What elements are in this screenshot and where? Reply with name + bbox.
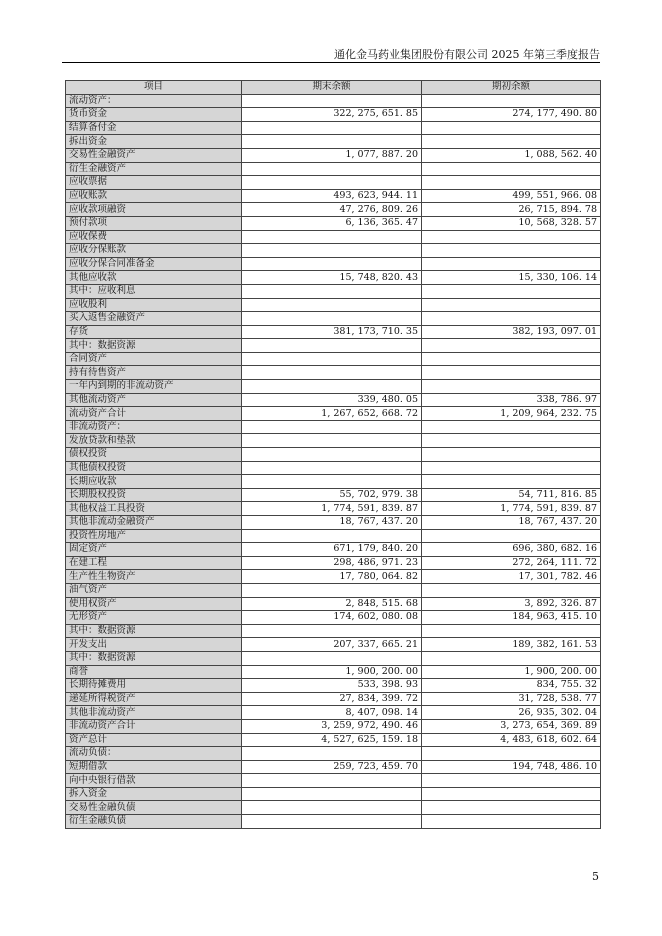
row-label: 其中：数据资源: [66, 624, 242, 638]
period-end-value: [242, 366, 422, 380]
period-end-value: 339, 480. 05: [242, 393, 422, 407]
page-header: 通化金马药业集团股份有限公司 2025 年第三季度报告: [334, 48, 600, 61]
period-begin-value: [422, 529, 601, 543]
row-label: 交易性金融负债: [66, 801, 242, 815]
period-begin-value: [422, 312, 601, 326]
table-row: [66, 339, 601, 353]
row-label: 发放贷款和垫款: [66, 434, 242, 448]
period-begin-value: 1, 774, 591, 839. 87: [422, 502, 601, 516]
period-end-value: 1, 267, 652, 668. 72: [242, 407, 422, 421]
table-row: [66, 189, 601, 203]
period-end-value: [242, 121, 422, 135]
row-label: 资产总计: [66, 733, 242, 747]
period-begin-value: [422, 434, 601, 448]
period-begin-value: 696, 380, 682. 16: [422, 543, 601, 557]
balance-sheet-table: [65, 80, 601, 829]
row-label: 生产性生物资产: [66, 570, 242, 584]
period-begin-value: 3, 273, 654, 369. 89: [422, 719, 601, 733]
row-label: 其他流动资产: [66, 393, 242, 407]
period-end-value: 17, 780, 064. 82: [242, 570, 422, 584]
table-row: [66, 325, 601, 339]
table-row: [66, 706, 601, 720]
row-label: 长期待摊费用: [66, 679, 242, 693]
period-begin-value: [422, 651, 601, 665]
period-end-value: 3, 259, 972, 490. 46: [242, 719, 422, 733]
period-end-value: 1, 900, 200. 00: [242, 665, 422, 679]
period-begin-value: [422, 244, 601, 258]
period-end-value: 493, 623, 944. 11: [242, 189, 422, 203]
period-end-value: 8, 407, 098. 14: [242, 706, 422, 720]
column-header-item: 项目: [66, 81, 242, 95]
row-label: 流动负债：: [66, 747, 242, 761]
table-row: [66, 203, 601, 217]
period-begin-value: 189, 382, 161. 53: [422, 638, 601, 652]
table-row: [66, 407, 601, 421]
table-row: [66, 121, 601, 135]
table-row: [66, 733, 601, 747]
period-begin-value: [422, 801, 601, 815]
row-label: 长期股权投资: [66, 488, 242, 502]
table-row: [66, 244, 601, 258]
period-begin-value: 499, 551, 966. 08: [422, 189, 601, 203]
period-begin-value: [422, 135, 601, 149]
period-end-value: 4, 527, 625, 159. 18: [242, 733, 422, 747]
table-row: [66, 760, 601, 774]
row-label: 投资性房地产: [66, 529, 242, 543]
period-end-value: [242, 298, 422, 312]
row-label: 应收保费: [66, 230, 242, 244]
table-row: [66, 366, 601, 380]
row-label: 预付款项: [66, 216, 242, 230]
period-begin-value: [422, 624, 601, 638]
period-end-value: [242, 651, 422, 665]
row-label: 油气资产: [66, 583, 242, 597]
row-label: 应收分保合同准备金: [66, 257, 242, 271]
period-begin-value: 338, 786. 97: [422, 393, 601, 407]
period-begin-value: [422, 121, 601, 135]
period-begin-value: 18, 767, 437. 20: [422, 516, 601, 530]
table-row: [66, 162, 601, 176]
table-row: [66, 448, 601, 462]
period-end-value: [242, 230, 422, 244]
table-row: [66, 94, 601, 108]
period-end-value: [242, 339, 422, 353]
period-end-value: 47, 276, 809. 26: [242, 203, 422, 217]
row-label: 货币资金: [66, 108, 242, 122]
row-label: 结算备付金: [66, 121, 242, 135]
table-row: [66, 420, 601, 434]
row-label: 衍生金融资产: [66, 162, 242, 176]
table-row: [66, 719, 601, 733]
table-row: [66, 774, 601, 788]
table-row: [66, 108, 601, 122]
row-label: 其他非流动资产: [66, 706, 242, 720]
period-begin-value: [422, 380, 601, 394]
period-end-value: [242, 135, 422, 149]
row-label: 非流动资产：: [66, 420, 242, 434]
table-row: [66, 352, 601, 366]
period-end-value: 533, 398. 93: [242, 679, 422, 693]
period-begin-value: 17, 301, 782. 46: [422, 570, 601, 584]
row-label: 其他权益工具投资: [66, 502, 242, 516]
period-end-value: 27, 834, 399. 72: [242, 692, 422, 706]
row-label: 应收票据: [66, 176, 242, 190]
period-begin-value: [422, 747, 601, 761]
period-end-value: [242, 94, 422, 108]
period-end-value: [242, 774, 422, 788]
row-label: 非流动资产合计: [66, 719, 242, 733]
period-begin-value: [422, 461, 601, 475]
table-row: [66, 679, 601, 693]
period-begin-value: 272, 264, 111. 72: [422, 556, 601, 570]
row-label: 在建工程: [66, 556, 242, 570]
header-divider: [62, 62, 600, 63]
row-label: 其中：数据资源: [66, 339, 242, 353]
period-end-value: [242, 448, 422, 462]
period-end-value: [242, 801, 422, 815]
period-begin-value: [422, 339, 601, 353]
period-end-value: [242, 475, 422, 489]
period-begin-value: [422, 420, 601, 434]
table-row: [66, 516, 601, 530]
row-label: 固定资产: [66, 543, 242, 557]
row-label: 递延所得税资产: [66, 692, 242, 706]
row-label: 一年内到期的非流动资产: [66, 380, 242, 394]
table-row: [66, 271, 601, 285]
row-label: 开发支出: [66, 638, 242, 652]
period-end-value: 6, 136, 365. 47: [242, 216, 422, 230]
table-row: [66, 461, 601, 475]
period-end-value: [242, 257, 422, 271]
period-end-value: 298, 486, 971. 23: [242, 556, 422, 570]
period-begin-value: 15, 330, 106. 14: [422, 271, 601, 285]
period-begin-value: 1, 088, 562. 40: [422, 148, 601, 162]
table-row: [66, 529, 601, 543]
period-begin-value: 26, 935, 302. 04: [422, 706, 601, 720]
period-end-value: 15, 748, 820. 43: [242, 271, 422, 285]
row-label: 商誉: [66, 665, 242, 679]
period-begin-value: 184, 963, 415. 10: [422, 611, 601, 625]
table-row: [66, 597, 601, 611]
period-begin-value: 4, 483, 618, 602. 64: [422, 733, 601, 747]
period-begin-value: 382, 193, 097. 01: [422, 325, 601, 339]
row-label: 其他债权投资: [66, 461, 242, 475]
row-label: 流动资产合计: [66, 407, 242, 421]
period-end-value: [242, 747, 422, 761]
period-end-value: [242, 244, 422, 258]
table-row: [66, 312, 601, 326]
table-row: [66, 135, 601, 149]
period-end-value: 381, 173, 710. 35: [242, 325, 422, 339]
period-end-value: 259, 723, 459. 70: [242, 760, 422, 774]
period-begin-value: [422, 815, 601, 829]
row-label: 合同资产: [66, 352, 242, 366]
period-begin-value: 274, 177, 490. 80: [422, 108, 601, 122]
table-header-row: [66, 81, 601, 95]
period-end-value: 55, 702, 979. 38: [242, 488, 422, 502]
period-end-value: 2, 848, 515. 68: [242, 597, 422, 611]
table-row: [66, 787, 601, 801]
row-label: 拆入资金: [66, 787, 242, 801]
period-end-value: [242, 461, 422, 475]
period-begin-value: [422, 475, 601, 489]
period-end-value: 322, 275, 651. 85: [242, 108, 422, 122]
row-label: 无形资产: [66, 611, 242, 625]
period-end-value: [242, 312, 422, 326]
period-begin-value: 10, 568, 328. 57: [422, 216, 601, 230]
table-row: [66, 380, 601, 394]
row-label: 持有待售资产: [66, 366, 242, 380]
period-begin-value: 54, 711, 816. 85: [422, 488, 601, 502]
period-begin-value: [422, 230, 601, 244]
row-label: 流动资产：: [66, 94, 242, 108]
row-label: 存货: [66, 325, 242, 339]
period-end-value: 18, 767, 437. 20: [242, 516, 422, 530]
table-row: [66, 651, 601, 665]
row-label: 拆出资金: [66, 135, 242, 149]
table-row: [66, 298, 601, 312]
period-end-value: [242, 529, 422, 543]
table-row: [66, 556, 601, 570]
table-row: [66, 583, 601, 597]
period-begin-value: [422, 774, 601, 788]
table-row: [66, 543, 601, 557]
period-end-value: 1, 774, 591, 839. 87: [242, 502, 422, 516]
table-row: [66, 638, 601, 652]
column-header-period-end: 期末余额: [242, 81, 422, 95]
period-end-value: [242, 583, 422, 597]
period-begin-value: [422, 162, 601, 176]
period-end-value: 1, 077, 887. 20: [242, 148, 422, 162]
period-begin-value: [422, 298, 601, 312]
period-end-value: 671, 179, 840. 20: [242, 543, 422, 557]
period-begin-value: [422, 583, 601, 597]
table-row: [66, 692, 601, 706]
period-end-value: [242, 420, 422, 434]
period-begin-value: [422, 366, 601, 380]
period-begin-value: [422, 176, 601, 190]
table-row: [66, 257, 601, 271]
table-row: [66, 475, 601, 489]
table-row: [66, 434, 601, 448]
column-header-period-begin: 期初余额: [422, 81, 601, 95]
period-end-value: [242, 176, 422, 190]
period-end-value: [242, 284, 422, 298]
table-row: [66, 815, 601, 829]
table-row: [66, 216, 601, 230]
row-label: 向中央银行借款: [66, 774, 242, 788]
period-end-value: [242, 434, 422, 448]
table-row: [66, 747, 601, 761]
table-row: [66, 488, 601, 502]
period-end-value: 174, 602, 080. 08: [242, 611, 422, 625]
row-label: 买入返售金融资产: [66, 312, 242, 326]
period-begin-value: 1, 900, 200. 00: [422, 665, 601, 679]
row-label: 其他应收款: [66, 271, 242, 285]
row-label: 应收款项融资: [66, 203, 242, 217]
row-label: 其中：应收利息: [66, 284, 242, 298]
period-end-value: [242, 624, 422, 638]
period-begin-value: [422, 787, 601, 801]
table-row: [66, 148, 601, 162]
period-end-value: [242, 380, 422, 394]
period-begin-value: 26, 715, 894. 78: [422, 203, 601, 217]
period-begin-value: [422, 448, 601, 462]
period-begin-value: 834, 755. 32: [422, 679, 601, 693]
period-end-value: [242, 787, 422, 801]
table-row: [66, 502, 601, 516]
table-row: [66, 665, 601, 679]
row-label: 短期借款: [66, 760, 242, 774]
period-end-value: [242, 815, 422, 829]
row-label: 交易性金融资产: [66, 148, 242, 162]
table-row: [66, 284, 601, 298]
table-row: [66, 570, 601, 584]
period-end-value: 207, 337, 665. 21: [242, 638, 422, 652]
page-number: 5: [592, 870, 599, 883]
row-label: 使用权资产: [66, 597, 242, 611]
row-label: 其他非流动金融资产: [66, 516, 242, 530]
period-begin-value: [422, 352, 601, 366]
table-row: [66, 611, 601, 625]
period-begin-value: [422, 257, 601, 271]
period-begin-value: 1, 209, 964, 232. 75: [422, 407, 601, 421]
period-begin-value: 194, 748, 486. 10: [422, 760, 601, 774]
table-row: [66, 801, 601, 815]
table-row: [66, 230, 601, 244]
table-row: [66, 176, 601, 190]
period-begin-value: [422, 94, 601, 108]
period-begin-value: 31, 728, 538. 77: [422, 692, 601, 706]
row-label: 债权投资: [66, 448, 242, 462]
period-end-value: [242, 352, 422, 366]
period-begin-value: [422, 284, 601, 298]
row-label: 其中：数据资源: [66, 651, 242, 665]
period-begin-value: 3, 892, 326. 87: [422, 597, 601, 611]
period-end-value: [242, 162, 422, 176]
row-label: 应收账款: [66, 189, 242, 203]
row-label: 长期应收款: [66, 475, 242, 489]
row-label: 衍生金融负债: [66, 815, 242, 829]
row-label: 应收股利: [66, 298, 242, 312]
row-label: 应收分保账款: [66, 244, 242, 258]
table-row: [66, 393, 601, 407]
table-row: [66, 624, 601, 638]
